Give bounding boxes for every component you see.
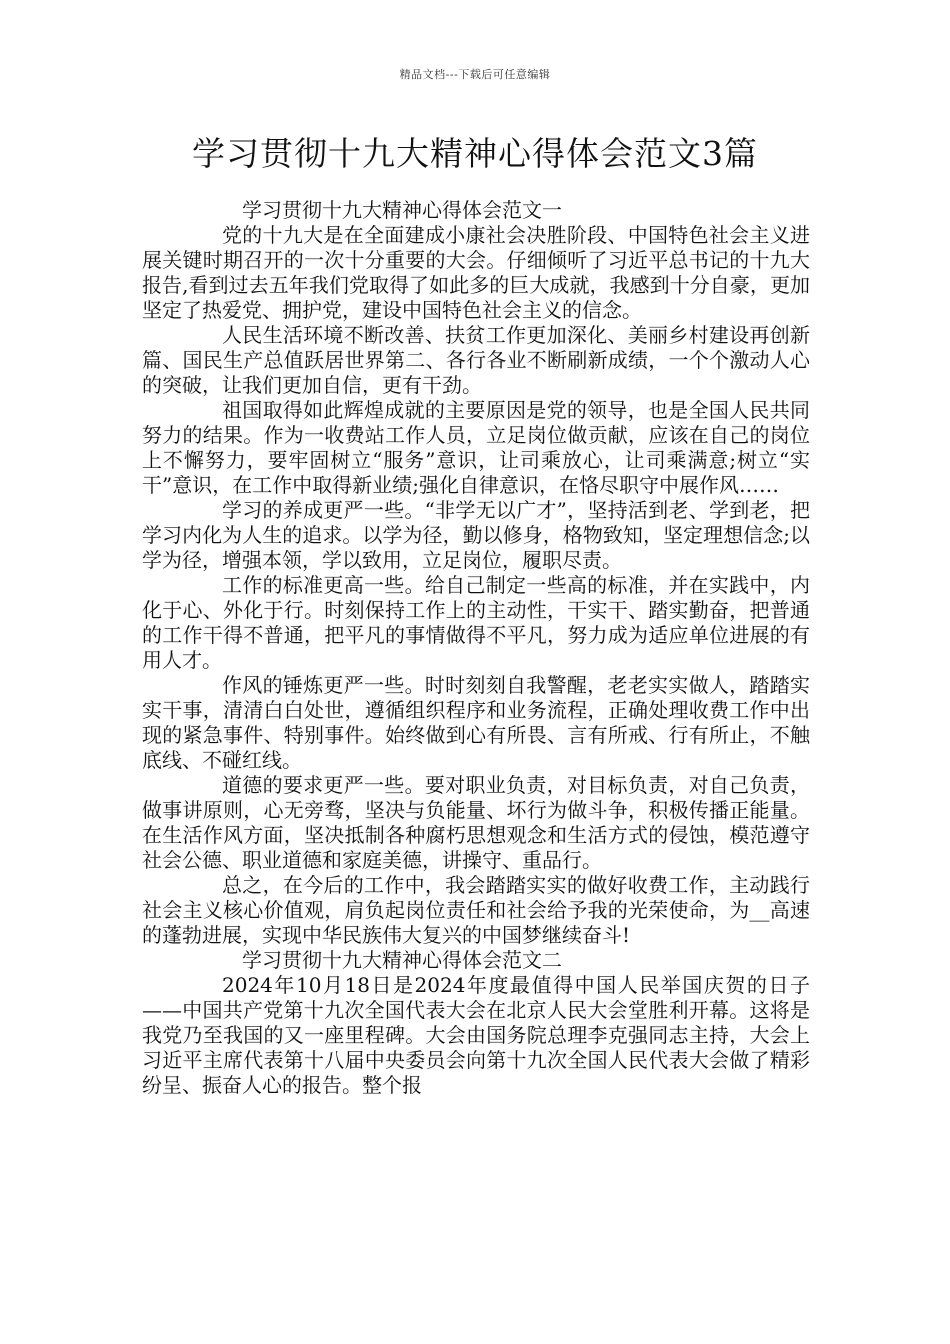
paragraph: 学习的养成更严一些。“非学无以广才”，坚持活到老、学到老，把学习内化为人生的追求。以学为径，勤以修身，格物致知，坚定理想信念;以学为径，增强本领，学以致用，立足岗位，履职尽责。	[142, 498, 810, 572]
document-body	[142, 198, 810, 1098]
header-note: 精品文档---下载后可任意编辑	[399, 68, 551, 81]
document-title: 学习贯彻十九大精神心得体会范文3篇	[192, 134, 758, 173]
paragraph: 道德的要求更严一些。要对职业负责，对目标负责，对自己负责，做事讲原则，心无旁骛，坚决与负能量、坏行为做斗争，积极传播正能量。在生活作风方面，坚决抵制各种腐朽思想观念和生活方式的侵蚀，模范遵守社会公德、职业道德和家庭美德，讲操守、重品行。	[142, 773, 810, 872]
paragraph: 作风的锤炼更严一些。时时刻刻自我警醒，老老实实做人，踏踏实实干事，清清白白处世，遵循组织程序和业务流程，正确处理收费工作中出现的紧急事件、特别事件。始终做到心有所畏、言有所戒、行有所止，不触底线、不碰红线。	[142, 673, 810, 772]
paragraph: 党的十九大是在全面建成小康社会决胜阶段、中国特色社会主义进展关键时期召开的一次十分重要的大会。仔细倾听了习近平总书记的十九大报告,看到过去五年我们党取得了如此多的巨大成就，我感到十分自豪，更加坚定了热爱党、拥护党，建设中国特色社会主义的信念。	[142, 223, 810, 322]
paragraph: 祖国取得如此辉煌成就的主要原因是党的领导，也是全国人民共同努力的结果。作为一收费站工作人员，立足岗位做贡献，应该在自己的岗位上不懈努力，要牢固树立“服务”意识，让司乘放心，让司乘满意;树立“实干”意识，在工作中取得新业绩;强化自律意识，在恪尽职守中展作风……	[142, 398, 810, 497]
section-heading-2: 学习贯彻十九大精神心得体会范文二	[242, 948, 562, 972]
section-heading-1: 学习贯彻十九大精神心得体会范文一	[242, 198, 562, 222]
paragraph: 工作的标准更高一些。给自己制定一些高的标准，并在实践中，内化于心、外化于行。时刻保持工作上的主动性，干实干、踏实勤奋，把普通的工作干得不普通，把平凡的事情做得不平凡，努力成为适应单位进展的有用人才。	[142, 573, 810, 672]
paragraph: 总之，在今后的工作中，我会踏踏实实的做好收费工作，主动践行社会主义核心价值观，肩负起岗位责任和社会给予我的光荣使命，为__高速的蓬勃进展，实现中华民族伟大复兴的中国梦继续奋斗!	[142, 873, 810, 947]
paragraph: 人民生活环境不断改善、扶贫工作更加深化、美丽乡村建设再创新篇、国民生产总值跃居世界第二、各行各业不断刷新成绩，一个个激动人心的突破，让我们更加自信，更有干劲。	[142, 323, 810, 397]
paragraph: 2024年10月18日是2024年度最值得中国人民举国庆贺的日子——中国共产党第十九次全国代表大会在北京人民大会堂胜利开幕。这将是我党乃至我国的又一座里程碑。大会由国务院总理李克强同志主持，大会上习近平主席代表第十八届中央委员会向第十九次全国人民代表大会做了精彩纷呈、振奋人心的报告。整个报	[142, 973, 810, 1097]
